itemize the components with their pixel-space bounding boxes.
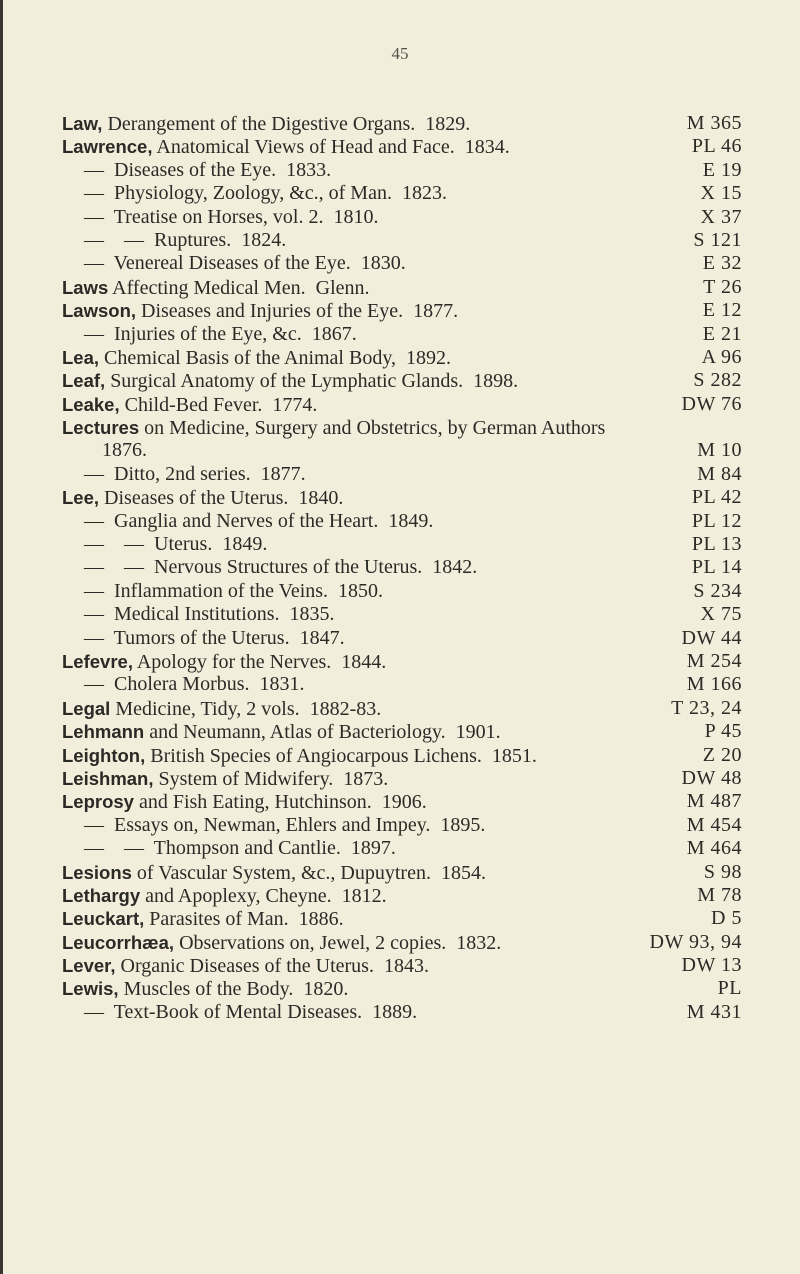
- entry-text: Tumors of the Uterus. 1847.: [104, 626, 345, 649]
- index-entry: [62, 323, 742, 346]
- entry-title: [84, 323, 632, 346]
- entry-heading-word: Laws: [62, 276, 109, 298]
- entry-text: Essays on, Newman, Ehlers and Impey. 1895.: [104, 813, 486, 836]
- entry-title: [84, 510, 632, 533]
- entry-title: [62, 650, 632, 674]
- entry-heading-word: Law,: [62, 113, 103, 134]
- index-entry: [62, 299, 742, 322]
- entry-text: British Species of Angiocarpous Lichens. 1851.: [145, 744, 537, 767]
- entry-text: Inflammation of the Veins. 1850.: [104, 579, 384, 602]
- shelf-reference: E 32: [702, 252, 742, 275]
- shelf-reference: PL 46: [691, 135, 742, 158]
- entry-heading-word: Lewis,: [62, 978, 119, 1000]
- entry-text: Physiology, Zoology, &c., of Man. 1823.: [104, 182, 447, 205]
- ditto-dash: — —: [84, 837, 144, 860]
- index-entry: [62, 463, 742, 486]
- entry-title: [84, 463, 632, 486]
- index-entry: [62, 907, 742, 930]
- entry-heading-word: Lehmann: [62, 721, 145, 743]
- entry-text: Uterus. 1849.: [144, 533, 268, 556]
- shelf-reference: A 96: [701, 345, 742, 368]
- shelf-reference: S 121: [693, 228, 742, 251]
- index-entry: [62, 650, 742, 673]
- ditto-dash: —: [84, 182, 104, 205]
- entry-heading-word: Lawson,: [62, 300, 137, 322]
- entry-title: [62, 767, 632, 791]
- entry-title: [62, 369, 632, 393]
- entry-heading-word: Leishman,: [62, 767, 154, 789]
- ditto-dash: —: [84, 252, 104, 275]
- entry-heading-word: Legal: [62, 697, 111, 719]
- entry-title: [62, 907, 632, 931]
- entry-text: Medicine, Tidy, 2 vols. 1882-83.: [110, 697, 382, 720]
- entry-text: Observations on, Jewel, 2 copies. 1832.: [174, 931, 502, 954]
- shelf-reference: PL: [717, 977, 742, 1000]
- shelf-reference: M 254: [686, 649, 742, 672]
- entry-text: Diseases of the Uterus. 1840.: [99, 487, 344, 510]
- shelf-reference: M 84: [697, 462, 742, 485]
- shelf-reference: PL 13: [691, 533, 742, 556]
- entry-heading-word: Lawrence,: [62, 136, 153, 158]
- entry-text: Medical Institutions. 1835.: [104, 603, 335, 626]
- ditto-dash: —: [84, 158, 104, 181]
- entry-text: Child-Bed Fever. 1774.: [119, 393, 318, 416]
- entry-text: Anatomical Views of Head and Face. 1834.: [152, 136, 510, 159]
- ditto-dash: —: [84, 205, 104, 228]
- entry-text: on Medicine, Surgery and Obstetrics, by German Authors: [139, 417, 606, 440]
- ditto-dash: — —: [84, 556, 144, 579]
- entry-heading-word: Lesions: [62, 861, 132, 883]
- page-number: 45: [391, 44, 409, 63]
- index-entry: [62, 416, 742, 439]
- entry-heading-word: Leucorrhæa,: [62, 931, 175, 953]
- ditto-dash: — —: [84, 533, 144, 556]
- ditto-dash: —: [84, 462, 104, 485]
- index-entry: [62, 206, 742, 229]
- index-entry: [62, 603, 742, 626]
- shelf-reference: E 12: [702, 299, 742, 322]
- index-entry: [62, 814, 742, 837]
- entry-text: Text-Book of Mental Diseases. 1889.: [104, 1000, 418, 1023]
- entry-text: Organic Diseases of the Uterus. 1843.: [115, 955, 429, 978]
- entry-title: [84, 159, 632, 182]
- entry-text: Affecting Medical Men. Glenn.: [108, 276, 370, 299]
- entry-title: [62, 931, 632, 955]
- entry-title: [84, 556, 632, 579]
- entry-title: [84, 837, 632, 860]
- entry-text: Ditto, 2nd series. 1877.: [104, 462, 306, 485]
- shelf-reference: M 365: [686, 112, 742, 134]
- entry-text: Nervous Structures of the Uterus. 1842.: [144, 556, 478, 579]
- entry-title: [62, 954, 632, 978]
- index-entry: [62, 697, 742, 720]
- entry-title: [84, 603, 632, 626]
- entry-heading-word: Lectures: [62, 417, 140, 439]
- entry-text: Parasites of Man. 1886.: [144, 908, 344, 931]
- index-entry: [62, 533, 742, 556]
- entry-text: 1876.: [102, 439, 147, 462]
- entry-text: Apology for the Nerves. 1844.: [132, 650, 387, 673]
- entry-title: [62, 299, 632, 323]
- shelf-reference: M 10: [697, 439, 742, 462]
- shelf-reference: M 166: [686, 673, 742, 696]
- entry-title: [62, 720, 632, 744]
- entry-heading-word: Lefevre,: [62, 650, 133, 672]
- entry-title: [84, 627, 632, 650]
- shelf-reference: M 78: [697, 883, 742, 906]
- shelf-reference: X 75: [700, 603, 742, 626]
- entry-title: [62, 346, 632, 370]
- shelf-reference: PL 12: [691, 509, 742, 532]
- ditto-dash: —: [84, 322, 104, 345]
- shelf-reference: E 19: [702, 158, 742, 181]
- entry-title: [84, 673, 632, 696]
- entry-heading-word: Leuckart,: [62, 908, 145, 930]
- shelf-reference: P 45: [704, 720, 742, 743]
- entry-text: and Fish Eating, Hutchinson. 1906.: [133, 791, 427, 814]
- entry-title: [62, 112, 632, 136]
- shelf-reference: DW 13: [681, 954, 742, 977]
- shelf-reference: DW 93, 94: [649, 930, 742, 953]
- entry-text: System of Midwifery. 1873.: [153, 767, 389, 790]
- ditto-dash: — —: [84, 228, 144, 251]
- index-entry: [62, 720, 742, 743]
- ditto-dash: —: [84, 673, 104, 696]
- entry-heading-word: Lever,: [62, 955, 116, 977]
- entry-title: [62, 790, 632, 814]
- entry-text: Thompson and Cantlie. 1897.: [144, 837, 396, 860]
- entry-heading-word: Leaf,: [62, 370, 106, 392]
- index-entry: [62, 229, 742, 252]
- entry-text: Ganglia and Nerves of the Heart. 1849.: [104, 509, 434, 532]
- entry-text: Injuries of the Eye, &c. 1867.: [104, 322, 357, 345]
- entry-title: [62, 135, 632, 159]
- index-entry: [62, 276, 742, 299]
- index-entry: [62, 580, 742, 603]
- entry-heading-word: Leprosy: [62, 791, 134, 813]
- entry-heading-word: Lethargy: [62, 884, 141, 906]
- shelf-reference: S 234: [693, 579, 742, 602]
- entry-text: Venereal Diseases of the Eye. 1830.: [104, 252, 406, 275]
- entry-text: Surgical Anatomy of the Lymphatic Glands. 1898.: [105, 370, 519, 393]
- index-entry: [62, 510, 742, 533]
- shelf-reference: E 21: [702, 322, 742, 345]
- index-entry: [62, 369, 742, 392]
- entry-title: [62, 744, 632, 768]
- index-entry: [62, 1001, 742, 1024]
- index-entry: [62, 627, 742, 650]
- index-entry-list: [62, 112, 742, 1024]
- index-entry: [62, 159, 742, 182]
- shelf-reference: Z 20: [702, 743, 742, 766]
- entry-title: [62, 861, 632, 885]
- entry-heading-word: Lee,: [62, 487, 100, 509]
- shelf-reference: M 431: [686, 1000, 742, 1023]
- entry-heading-word: Leighton,: [62, 744, 146, 766]
- entry-title: [62, 977, 632, 1001]
- shelf-reference: M 454: [686, 813, 742, 836]
- entry-heading-word: Lea,: [62, 346, 100, 368]
- entry-text: Diseases and Injuries of the Eye. 1877.: [136, 300, 459, 323]
- index-entry: [62, 673, 742, 696]
- ditto-dash: —: [84, 626, 104, 649]
- shelf-reference: T 26: [703, 275, 742, 298]
- ditto-dash: —: [84, 579, 104, 602]
- shelf-reference: X 37: [700, 205, 742, 228]
- entry-text: Derangement of the Digestive Organs. 1829.: [102, 113, 471, 135]
- index-entry: [62, 439, 742, 462]
- entry-text: Muscles of the Body. 1820.: [118, 978, 349, 1001]
- entry-title: [84, 206, 632, 229]
- index-entry: [62, 931, 742, 954]
- index-entry: [62, 837, 742, 860]
- entry-title: [84, 580, 632, 603]
- entry-text: and Apoplexy, Cheyne. 1812.: [140, 884, 387, 907]
- index-entry: [62, 556, 742, 579]
- index-entry: [62, 182, 742, 205]
- entry-title: [62, 416, 605, 440]
- entry-title: [102, 439, 632, 462]
- shelf-reference: DW 48: [681, 766, 742, 789]
- shelf-reference: T 23, 24: [671, 696, 742, 719]
- shelf-reference: M 464: [686, 837, 742, 860]
- entry-heading-word: Leake,: [62, 393, 120, 415]
- entry-title: [84, 1001, 632, 1024]
- ditto-dash: —: [84, 1000, 104, 1023]
- index-entry: [62, 977, 742, 1000]
- entry-title: [62, 884, 632, 908]
- index-entry: [62, 790, 742, 813]
- shelf-reference: D 5: [711, 907, 742, 930]
- shelf-reference: S 282: [693, 369, 742, 392]
- entry-text: Ruptures. 1824.: [144, 228, 287, 251]
- shelf-reference: S 98: [703, 860, 742, 883]
- entry-text: of Vascular System, &c., Dupuytren. 1854.: [131, 861, 486, 884]
- shelf-reference: M 487: [686, 790, 742, 813]
- index-entry: [62, 861, 742, 884]
- shelf-reference: PL 42: [691, 486, 742, 509]
- entry-title: [62, 486, 632, 510]
- index-entry: [62, 884, 742, 907]
- index-entry: [62, 486, 742, 509]
- entry-text: Cholera Morbus. 1831.: [104, 673, 305, 696]
- entry-text: Diseases of the Eye. 1833.: [104, 158, 332, 181]
- index-entry: [62, 112, 742, 135]
- shelf-reference: DW 76: [681, 392, 742, 415]
- entry-text: and Neumann, Atlas of Bacteriology. 1901.: [144, 721, 501, 744]
- index-entry: [62, 135, 742, 158]
- shelf-reference: DW 44: [681, 626, 742, 649]
- entry-text: Chemical Basis of the Animal Body, 1892.: [99, 346, 452, 369]
- shelf-reference: X 15: [700, 182, 742, 205]
- ditto-dash: —: [84, 603, 104, 626]
- index-entry: [62, 252, 742, 275]
- index-entry: [62, 346, 742, 369]
- ditto-dash: —: [84, 813, 104, 836]
- ditto-dash: —: [84, 509, 104, 532]
- index-entry: [62, 744, 742, 767]
- entry-title: [62, 276, 632, 300]
- index-entry: [62, 954, 742, 977]
- shelf-reference: PL 14: [691, 556, 742, 579]
- page-edge-shadow: [0, 0, 3, 1274]
- entry-title: [84, 814, 632, 837]
- entry-title: [62, 393, 632, 417]
- index-entry: [62, 767, 742, 790]
- entry-title: [62, 697, 632, 721]
- index-entry: [62, 393, 742, 416]
- entry-text: Treatise on Horses, vol. 2. 1810.: [104, 205, 379, 228]
- entry-title: [84, 229, 632, 252]
- entry-title: [84, 252, 632, 275]
- entry-title: [84, 182, 632, 205]
- entry-title: [84, 533, 632, 556]
